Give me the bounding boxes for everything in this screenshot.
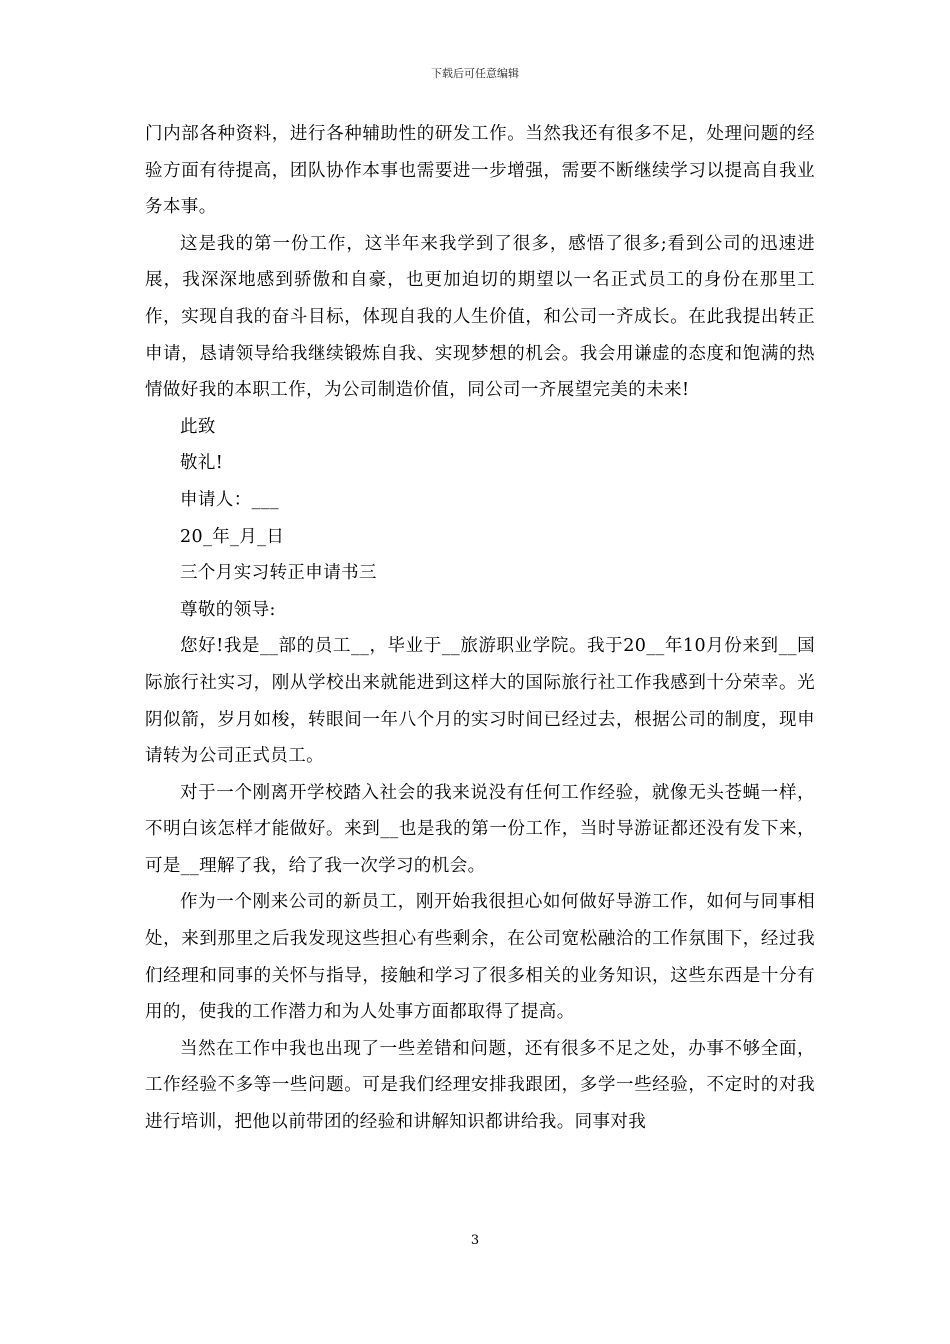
date-line: 20_年_月_日: [180, 526, 285, 547]
section-title: 三个月实习转正申请书三: [180, 563, 377, 584]
greeting: 尊敬的领导:: [180, 599, 276, 620]
closing-regards: 敬礼!: [180, 453, 224, 474]
paragraph: 您好!我是__部的员工__，毕业于__旅游职业学院。我于20__年10月份来到__国际旅行社实习，刚从学校出来就能进到这样大的国际旅行社工作我感到十分荣幸。光阴似箭，岁月如梭，转眼间一年八个月的实习时间已经过去，根据公司的制度，现申请转为公司正式员工。: [145, 636, 815, 767]
paragraph: 对于一个刚离开学校踏入社会的我来说没有任何工作经验，就像无头苍蝇一样，不明白该怎样才能做好。来到__也是我的第一份工作，当时导游证都还没有发下来，可是__理解了我，给了我一次学习的机会。: [145, 782, 815, 876]
document-body: [145, 116, 815, 1141]
paragraph: 这是我的第一份工作，这半年来我学到了很多，感悟了很多;看到公司的迅速进展，我深深地感到骄傲和自豪，也更加迫切的期望以一名正式员工的身份在那里工作，实现自我的奋斗目标，体现自我的人生价值，和公司一齐成长。在此我提出转正申请，恳请领导给我继续锻炼自我、实现梦想的机会。我会用谦虚的态度和饱满的热情做好我的本职工作，为公司制造价值，同公司一齐展望完美的未来!: [145, 233, 815, 401]
page-number: 3: [470, 1233, 480, 1248]
paragraph: 当然在工作中我也出现了一些差错和问题，还有很多不足之处，办事不够全面，工作经验不多等一些问题。可是我们经理安排我跟团，多学一些经验，不定时的对我进行培训，把他以前带团的经验和讲解知识都讲给我。同事对我: [145, 1038, 815, 1133]
applicant-line: 申请人：___: [180, 489, 280, 510]
paragraph-continuation: 门内部各种资料，进行各种辅助性的研发工作。当然我还有很多不足，处理问题的经验方面有待提高，团队协作本事也需要进一步增强，需要不断继续学习以提高自我业务本事。: [145, 124, 815, 218]
paragraph: 作为一个刚来公司的新员工，刚开始我很担心如何做好导游工作，如何与同事相处，来到那里之后我发现这些担心有些剩余，在公司宽松融洽的工作氛围下，经过我们经理和同事的关怀与指导，接触和学习了很多相关的业务知识，这些东西是十分有用的，使我的工作潜力和为人处事方面都取得了提高。: [145, 892, 815, 1023]
closing-salutation: 此致: [180, 416, 216, 437]
page-header: 下载后可任意编辑: [431, 67, 519, 80]
